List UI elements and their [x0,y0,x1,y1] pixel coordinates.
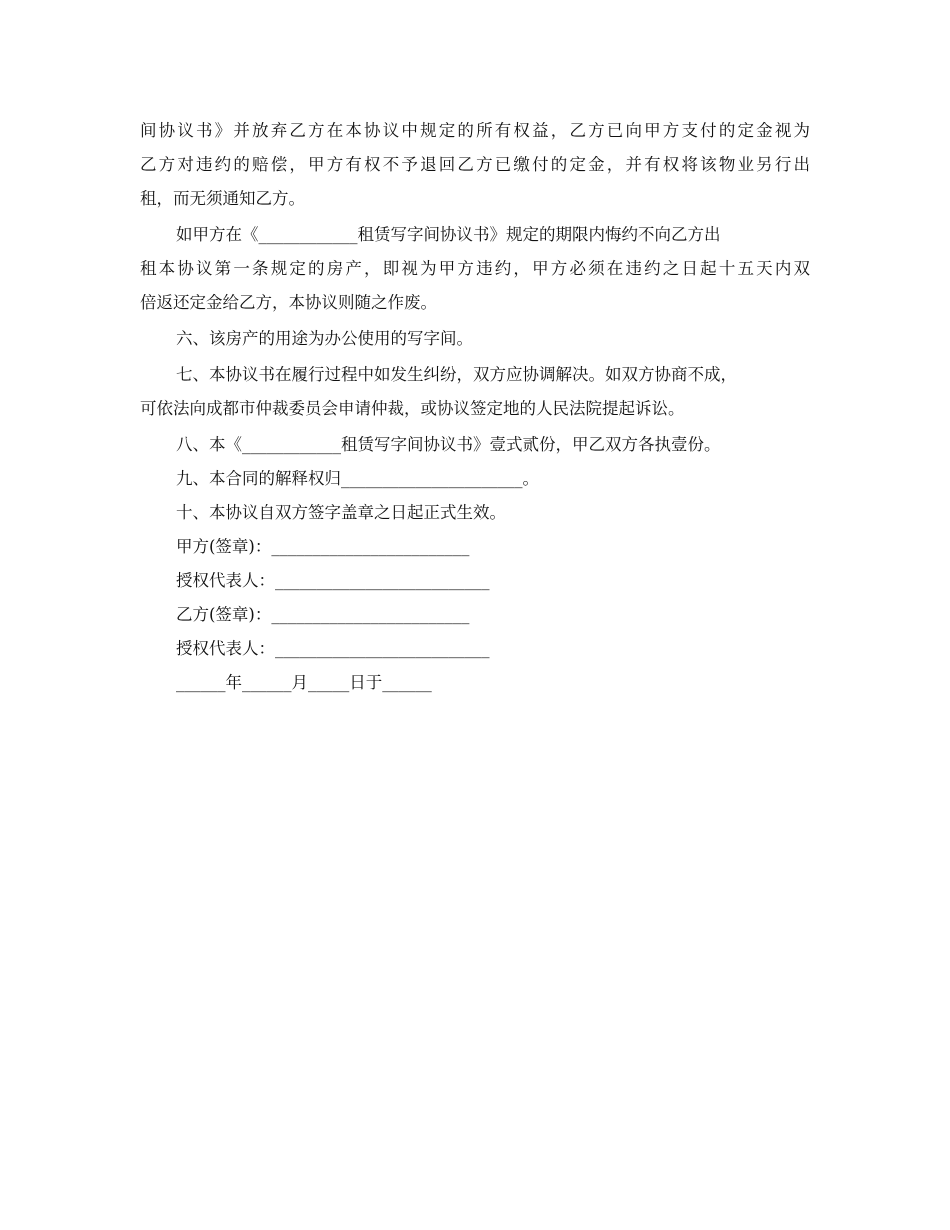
clause-9: 九、本合同的解释权归______________________。 [176,469,539,488]
clause-7-line: 可依法向成都市仲裁委员会申请仲裁，或协议签定地的人民法院提起诉讼。 [140,399,685,418]
paragraph-line: 如甲方在《____________租赁写字间协议书》规定的期限内悔约不向乙方出 [176,225,721,244]
party-b-representative: 授权代表人：__________________________ [176,639,490,658]
party-a-signature: 甲方(签章)：________________________ [176,537,470,556]
clause-8: 八、本《____________租赁写字间协议书》壹式贰份，甲乙双方各执壹份。 [176,435,721,454]
paragraph-line: 间协议书》并放弃乙方在本协议中规定的所有权益，乙方已向甲方支付的定金视为 [140,121,810,140]
signing-date: ______年______月_____日于______ [176,673,432,692]
clause-6: 六、该房产的用途为办公使用的写字间。 [176,329,473,348]
paragraph-line: 乙方对违约的赔偿，甲方有权不予退回乙方已缴付的定金，并有权将该物业另行出 [140,155,810,174]
party-b-signature: 乙方(签章)：________________________ [176,605,470,624]
party-a-representative: 授权代表人：__________________________ [176,571,490,590]
paragraph-line: 租，而无须通知乙方。 [140,189,305,208]
paragraph-line: 倍返还定金给乙方，本协议则随之作废。 [140,293,437,312]
clause-7-line: 七、本协议书在履行过程中如发生纠纷，双方应协调解决。如双方协商不成， [176,365,737,384]
clause-10: 十、本协议自双方签字盖章之日起正式生效。 [176,503,506,522]
paragraph-line: 租本协议第一条规定的房产，即视为甲方违约，甲方必须在违约之日起十五天内双 [140,259,810,278]
